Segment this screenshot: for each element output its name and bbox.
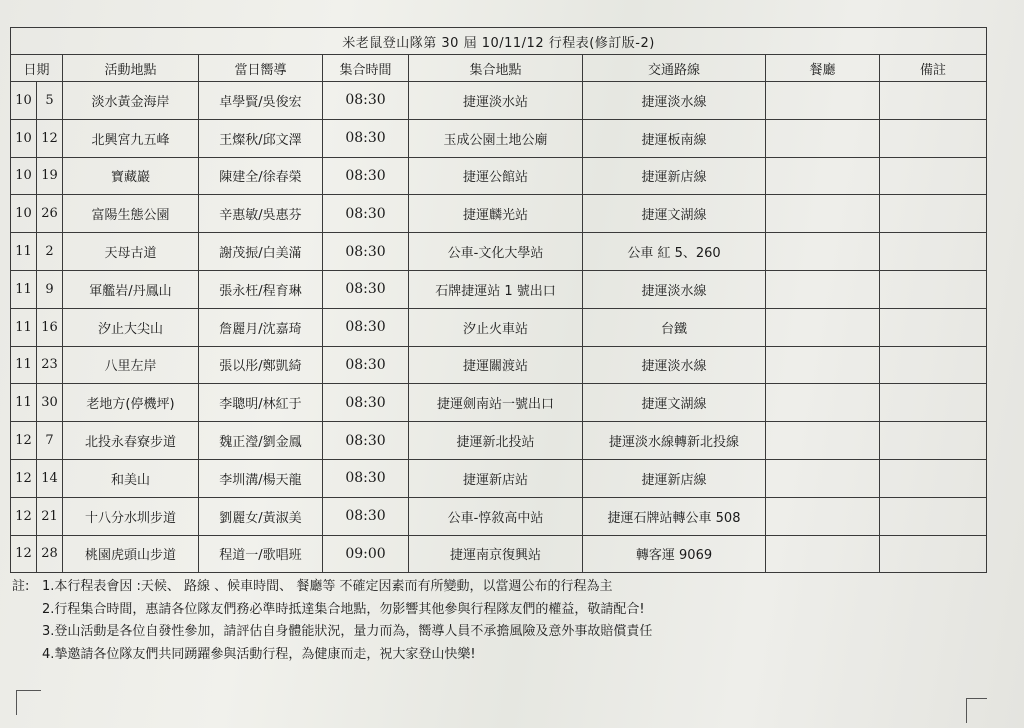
cell-meet: 捷運新北投站 — [409, 422, 583, 460]
cell-restaurant — [766, 270, 880, 308]
table-row — [11, 157, 987, 195]
cell-place: 富陽生態公園 — [63, 195, 199, 233]
cell-remarks — [880, 157, 987, 195]
header-restaurant: 餐廳 — [766, 55, 880, 82]
note-text: 3.登山活動是各位自發性參加，請評估自身體能狀況，量力而為，嚮導人員不承擔風險及意外事故賠償責任 — [42, 624, 653, 639]
cell-time: 08:30 — [323, 308, 409, 346]
cell-month: 12 — [11, 459, 37, 497]
cell-restaurant — [766, 535, 880, 573]
notes-label: 註: — [12, 579, 30, 594]
cell-guides: 張以彤/鄭凱綺 — [199, 346, 323, 384]
table-row — [11, 459, 987, 497]
table-title: 米老鼠登山隊第 30 屆 10/11/12 行程表(修訂版-2) — [11, 28, 987, 55]
cell-day: 14 — [37, 459, 63, 497]
header-meet: 集合地點 — [409, 55, 583, 82]
cell-day: 9 — [37, 270, 63, 308]
cell-month: 10 — [11, 195, 37, 233]
cell-guides: 詹麗月/沈嘉琦 — [199, 308, 323, 346]
cell-restaurant — [766, 497, 880, 535]
schedule-table — [10, 27, 987, 573]
cell-day: 19 — [37, 157, 63, 195]
cell-route: 捷運文湖線 — [583, 195, 766, 233]
table-row — [11, 346, 987, 384]
note-text: 2.行程集合時間，惠請各位隊友們務必準時抵達集合地點，勿影響其他參與行程隊友們的權益，敬請配合! — [42, 601, 645, 617]
cell-day: 16 — [37, 308, 63, 346]
notes-section — [12, 576, 1002, 666]
table-row — [11, 82, 987, 120]
cell-month: 11 — [11, 346, 37, 384]
header-row — [11, 55, 987, 82]
cell-remarks — [880, 346, 987, 384]
note-text: 4.摯邀請各位隊友們共同踴躍參與活動行程，為健康而走，祝大家登山快樂! — [42, 646, 476, 662]
cell-time: 08:30 — [323, 82, 409, 120]
cell-month: 10 — [11, 82, 37, 120]
cell-restaurant — [766, 308, 880, 346]
cell-place: 老地方(停機坪) — [63, 384, 199, 422]
cell-guides: 劉麗女/黃淑美 — [199, 497, 323, 535]
cell-time: 08:30 — [323, 233, 409, 271]
cell-month: 12 — [11, 535, 37, 573]
cell-route: 台鐵 — [583, 308, 766, 346]
cell-meet: 捷運公館站 — [409, 157, 583, 195]
cell-day: 28 — [37, 535, 63, 573]
cell-route: 捷運新店線 — [583, 157, 766, 195]
cell-day: 5 — [37, 82, 63, 120]
cell-place: 北投永春寮步道 — [63, 422, 199, 460]
table-row — [11, 270, 987, 308]
note-line-1 — [12, 576, 1002, 599]
cell-restaurant — [766, 119, 880, 157]
cell-remarks — [880, 497, 987, 535]
cell-day: 26 — [37, 195, 63, 233]
cell-route: 轉客運 9069 — [583, 535, 766, 573]
cell-time: 08:30 — [323, 422, 409, 460]
cell-restaurant — [766, 157, 880, 195]
cell-meet: 捷運淡水站 — [409, 82, 583, 120]
title-row — [11, 28, 987, 55]
cell-month: 12 — [11, 497, 37, 535]
cell-time: 08:30 — [323, 119, 409, 157]
cell-month: 12 — [11, 422, 37, 460]
cell-restaurant — [766, 384, 880, 422]
note-text: 1.本行程表會因 :天候、 路線 、候車時間、 餐廳等 不確定因素而有所變動，以當週公布的行程為主 — [42, 579, 613, 594]
cell-meet: 汐止火車站 — [409, 308, 583, 346]
cell-meet: 捷運南京復興站 — [409, 535, 583, 573]
cell-restaurant — [766, 233, 880, 271]
cell-remarks — [880, 308, 987, 346]
cell-month: 11 — [11, 270, 37, 308]
cell-day: 23 — [37, 346, 63, 384]
cell-remarks — [880, 270, 987, 308]
cell-meet: 公車-惇敘高中站 — [409, 497, 583, 535]
cell-route: 捷運淡水線轉新北投線 — [583, 422, 766, 460]
cell-month: 11 — [11, 308, 37, 346]
cell-meet: 捷運劍南站一號出口 — [409, 384, 583, 422]
cell-place: 天母古道 — [63, 233, 199, 271]
cell-time: 08:30 — [323, 384, 409, 422]
cell-guides: 張永枉/程育琳 — [199, 270, 323, 308]
page-corner-mark — [16, 690, 41, 715]
header-remarks: 備註 — [880, 55, 987, 82]
table-row — [11, 119, 987, 157]
cell-remarks — [880, 535, 987, 573]
cell-restaurant — [766, 459, 880, 497]
cell-day: 21 — [37, 497, 63, 535]
cell-meet: 公車-文化大學站 — [409, 233, 583, 271]
cell-day: 30 — [37, 384, 63, 422]
cell-guides: 卓學賢/吳俊宏 — [199, 82, 323, 120]
cell-meet: 捷運麟光站 — [409, 195, 583, 233]
cell-place: 八里左岸 — [63, 346, 199, 384]
cell-remarks — [880, 459, 987, 497]
cell-restaurant — [766, 195, 880, 233]
cell-guides: 程道一/歌唱班 — [199, 535, 323, 573]
cell-month: 11 — [11, 233, 37, 271]
table-row — [11, 308, 987, 346]
cell-remarks — [880, 422, 987, 460]
cell-day: 7 — [37, 422, 63, 460]
cell-route: 捷運文湖線 — [583, 384, 766, 422]
table-row — [11, 233, 987, 271]
header-time: 集合時間 — [323, 55, 409, 82]
cell-month: 10 — [11, 119, 37, 157]
cell-guides: 李圳溝/楊天龍 — [199, 459, 323, 497]
table-row — [11, 384, 987, 422]
cell-remarks — [880, 195, 987, 233]
cell-place: 寶藏巖 — [63, 157, 199, 195]
cell-place: 和美山 — [63, 459, 199, 497]
cell-guides: 謝茂振/白美滿 — [199, 233, 323, 271]
cell-day: 2 — [37, 233, 63, 271]
cell-time: 09:00 — [323, 535, 409, 573]
cell-restaurant — [766, 422, 880, 460]
cell-place: 桃園虎頭山步道 — [63, 535, 199, 573]
cell-place: 北興宮九五峰 — [63, 119, 199, 157]
note-line-2 — [12, 599, 1002, 622]
cell-remarks — [880, 233, 987, 271]
cell-route: 捷運淡水線 — [583, 82, 766, 120]
cell-guides: 李聰明/林紅于 — [199, 384, 323, 422]
cell-meet: 捷運關渡站 — [409, 346, 583, 384]
cell-guides: 陳建全/徐春榮 — [199, 157, 323, 195]
cell-meet: 玉成公園土地公廟 — [409, 119, 583, 157]
header-place: 活動地點 — [63, 55, 199, 82]
cell-route: 捷運淡水線 — [583, 270, 766, 308]
cell-route: 捷運石牌站轉公車 508 — [583, 497, 766, 535]
cell-time: 08:30 — [323, 270, 409, 308]
cell-month: 11 — [11, 384, 37, 422]
cell-restaurant — [766, 82, 880, 120]
header-date: 日期 — [11, 55, 63, 82]
cell-remarks — [880, 119, 987, 157]
cell-place: 汐止大尖山 — [63, 308, 199, 346]
cell-month: 10 — [11, 157, 37, 195]
page-corner-mark — [966, 698, 987, 723]
table-row — [11, 535, 987, 573]
table-row — [11, 422, 987, 460]
cell-remarks — [880, 384, 987, 422]
cell-time: 08:30 — [323, 157, 409, 195]
cell-place: 軍艦岩/丹鳳山 — [63, 270, 199, 308]
cell-time: 08:30 — [323, 195, 409, 233]
cell-route: 捷運新店線 — [583, 459, 766, 497]
cell-time: 08:30 — [323, 346, 409, 384]
cell-meet: 石牌捷運站 1 號出口 — [409, 270, 583, 308]
cell-restaurant — [766, 346, 880, 384]
header-guides: 當日嚮導 — [199, 55, 323, 82]
cell-time: 08:30 — [323, 459, 409, 497]
header-route: 交通路線 — [583, 55, 766, 82]
note-line-3 — [12, 621, 1002, 644]
cell-time: 08:30 — [323, 497, 409, 535]
cell-guides: 辛惠敏/吳惠芬 — [199, 195, 323, 233]
note-line-4 — [12, 644, 1002, 667]
cell-place: 淡水黃金海岸 — [63, 82, 199, 120]
cell-guides: 王燦秋/邱文澤 — [199, 119, 323, 157]
cell-route: 捷運板南線 — [583, 119, 766, 157]
table-row — [11, 497, 987, 535]
cell-remarks — [880, 82, 987, 120]
cell-day: 12 — [37, 119, 63, 157]
cell-guides: 魏正瀅/劉金鳳 — [199, 422, 323, 460]
cell-route: 捷運淡水線 — [583, 346, 766, 384]
cell-place: 十八分水圳步道 — [63, 497, 199, 535]
cell-meet: 捷運新店站 — [409, 459, 583, 497]
table-row — [11, 195, 987, 233]
cell-route: 公車 紅 5、260 — [583, 233, 766, 271]
